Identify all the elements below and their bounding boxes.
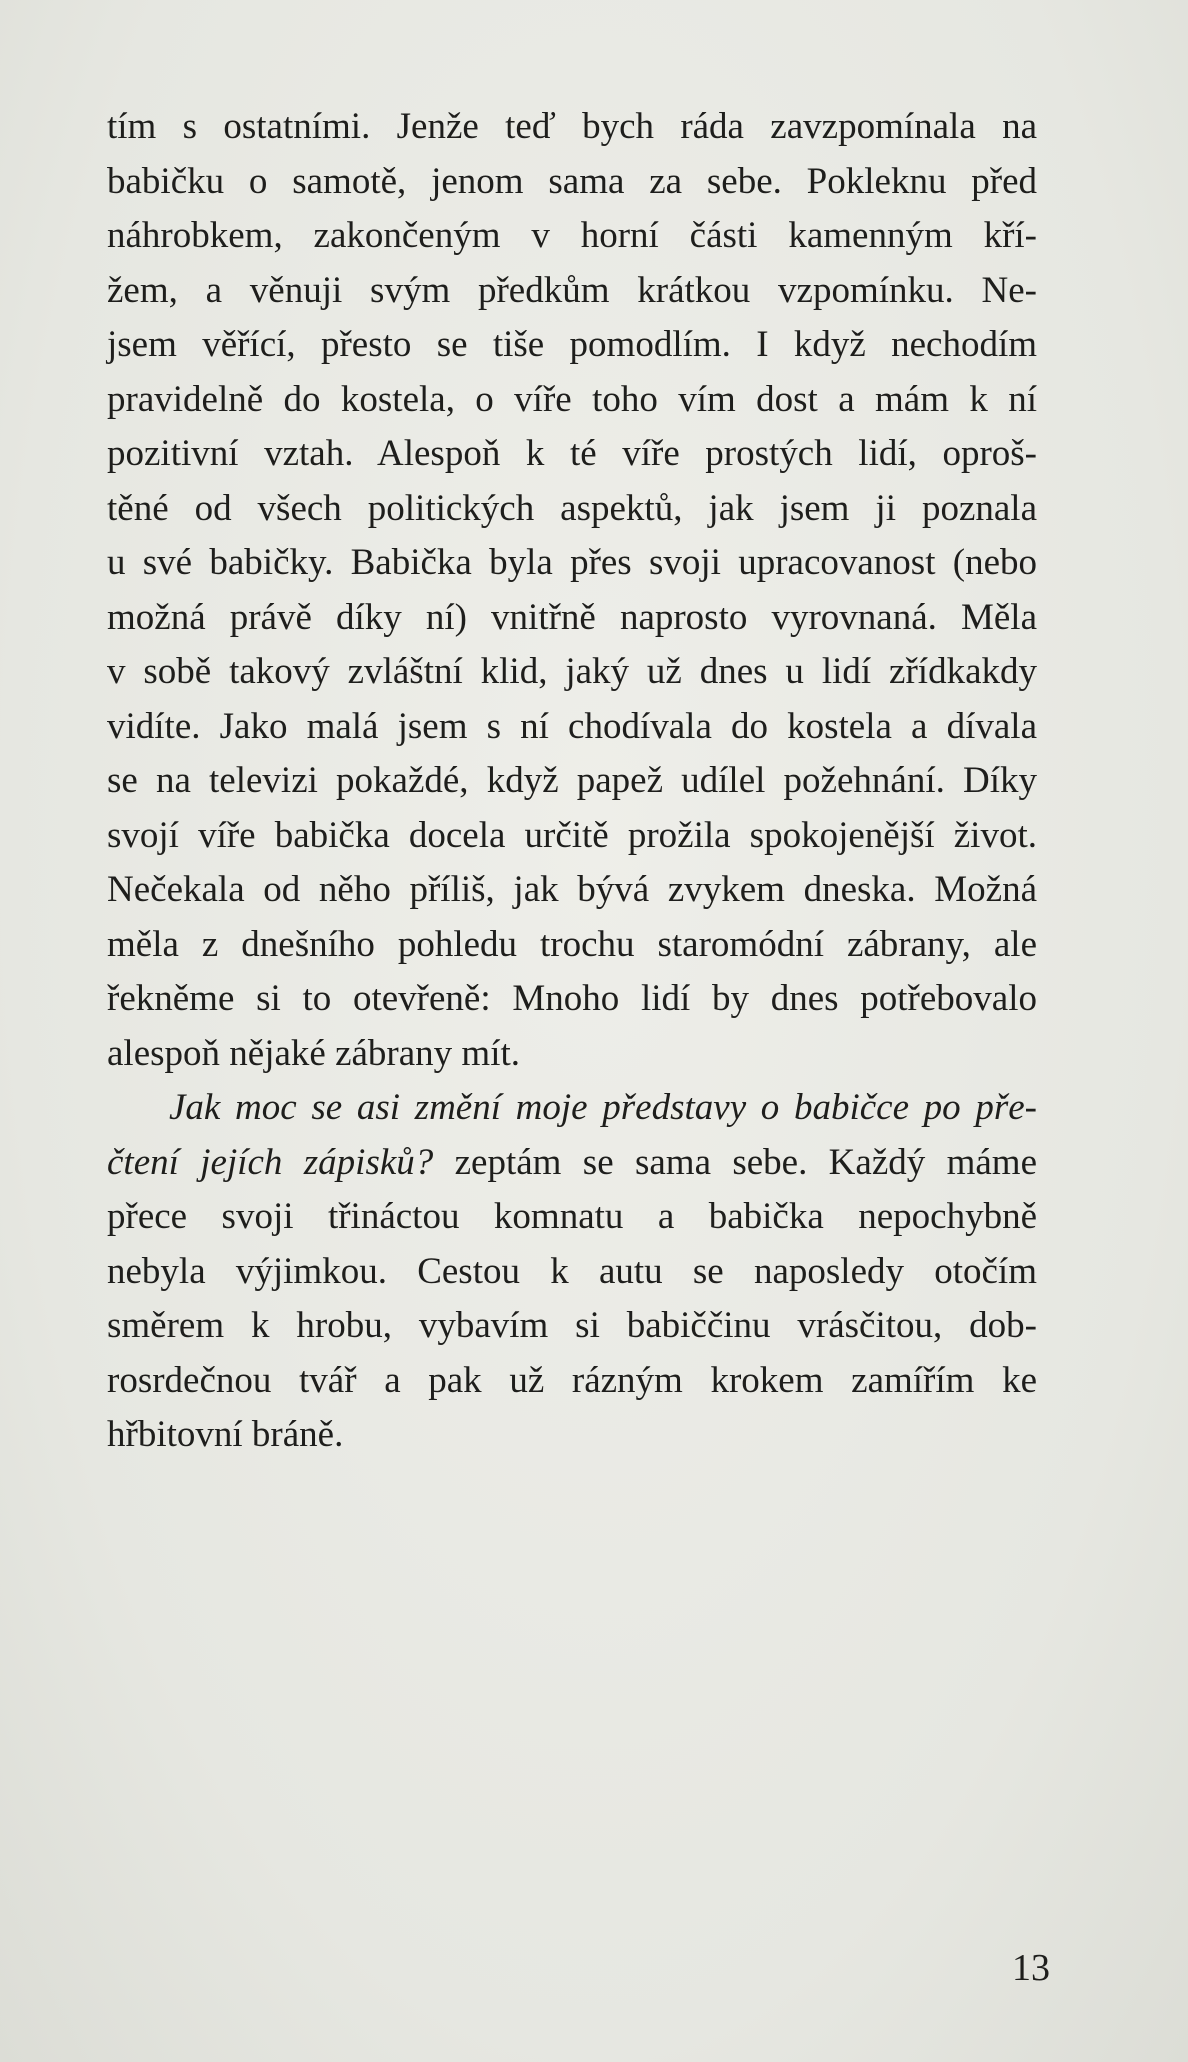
text-line: tím s ostatními. Jenže teď bych ráda zavzpomínala na xyxy=(107,106,1037,147)
text-line: rosrdečnou tvář a pak už rázným krokem zamířím ke xyxy=(107,1359,1037,1401)
text-line-mixed xyxy=(107,1136,1037,1191)
text-line: těné od všech politických aspektů, jak jsem ji poznala xyxy=(107,487,1037,529)
text-line: přece svoji třináctou komnatu a babička nepochybně xyxy=(107,1196,1037,1237)
text-line: alespoň nějaké zábrany mít. xyxy=(107,1032,520,1074)
text-line: řekněme si to otevřeně: Mnoho lidí by dnes potřebovalo xyxy=(107,978,1037,1019)
text-line: pozitivní vztah. Alespoň k té víře prostých lidí, oproš- xyxy=(107,433,1037,474)
text-line: měla z dnešního pohledu trochu staromódní zábrany, ale xyxy=(107,923,1037,965)
page-number: 13 xyxy=(1012,1947,1050,1989)
paragraph-2 xyxy=(107,1081,1037,1463)
text-line: u své babičky. Babička byla přes svoji upracovanost (nebo xyxy=(107,542,1037,583)
text-line: v sobě takový zvláštní klid, jaký už dnes u lidí zřídkakdy xyxy=(107,651,1037,692)
text-line: žem, a věnuji svým předkům krátkou vzpomínku. Ne- xyxy=(107,269,1037,311)
text-line-italic: Jak moc se asi změní moje představy o babičce po pře- xyxy=(169,1087,1037,1128)
text-line: vidíte. Jako malá jsem s ní chodívala do kostela a dívala xyxy=(107,705,1037,747)
text-fragment: zeptám se sama sebe. Každý máme xyxy=(433,1141,1037,1183)
text-line: hřbitovní bráně. xyxy=(107,1414,344,1455)
italic-question: čtení jejích zápisků? xyxy=(107,1141,434,1183)
text-line: Nečekala od něho příliš, jak bývá zvykem dneska. Možná xyxy=(107,869,1037,910)
text-line: směrem k hrobu, vybavím si babiččinu vrásčitou, dob- xyxy=(107,1305,1037,1346)
text-line: možná právě díky ní) vnitřně naprosto vyrovnaná. Měla xyxy=(107,596,1037,638)
text-line: babičku o samotě, jenom sama za sebe. Pokleknu před xyxy=(107,160,1037,202)
text-line: nebyla výjimkou. Cestou k autu se naposledy otočím xyxy=(107,1250,1037,1292)
body-text xyxy=(107,100,1037,1463)
paragraph-1 xyxy=(107,100,1037,1081)
text-line: jsem věřící, přesto se tiše pomodlím. I když nechodím xyxy=(107,324,1037,365)
text-line: náhrobkem, zakončeným v horní části kamenným kří- xyxy=(107,215,1037,256)
text-line: pravidelně do kostela, o víře toho vím dost a mám k ní xyxy=(107,378,1037,420)
text-line: svojí víře babička docela určitě prožila spokojenější život. xyxy=(107,814,1037,856)
text-line: se na televizi pokaždé, když papež udílel požehnání. Díky xyxy=(107,760,1037,801)
